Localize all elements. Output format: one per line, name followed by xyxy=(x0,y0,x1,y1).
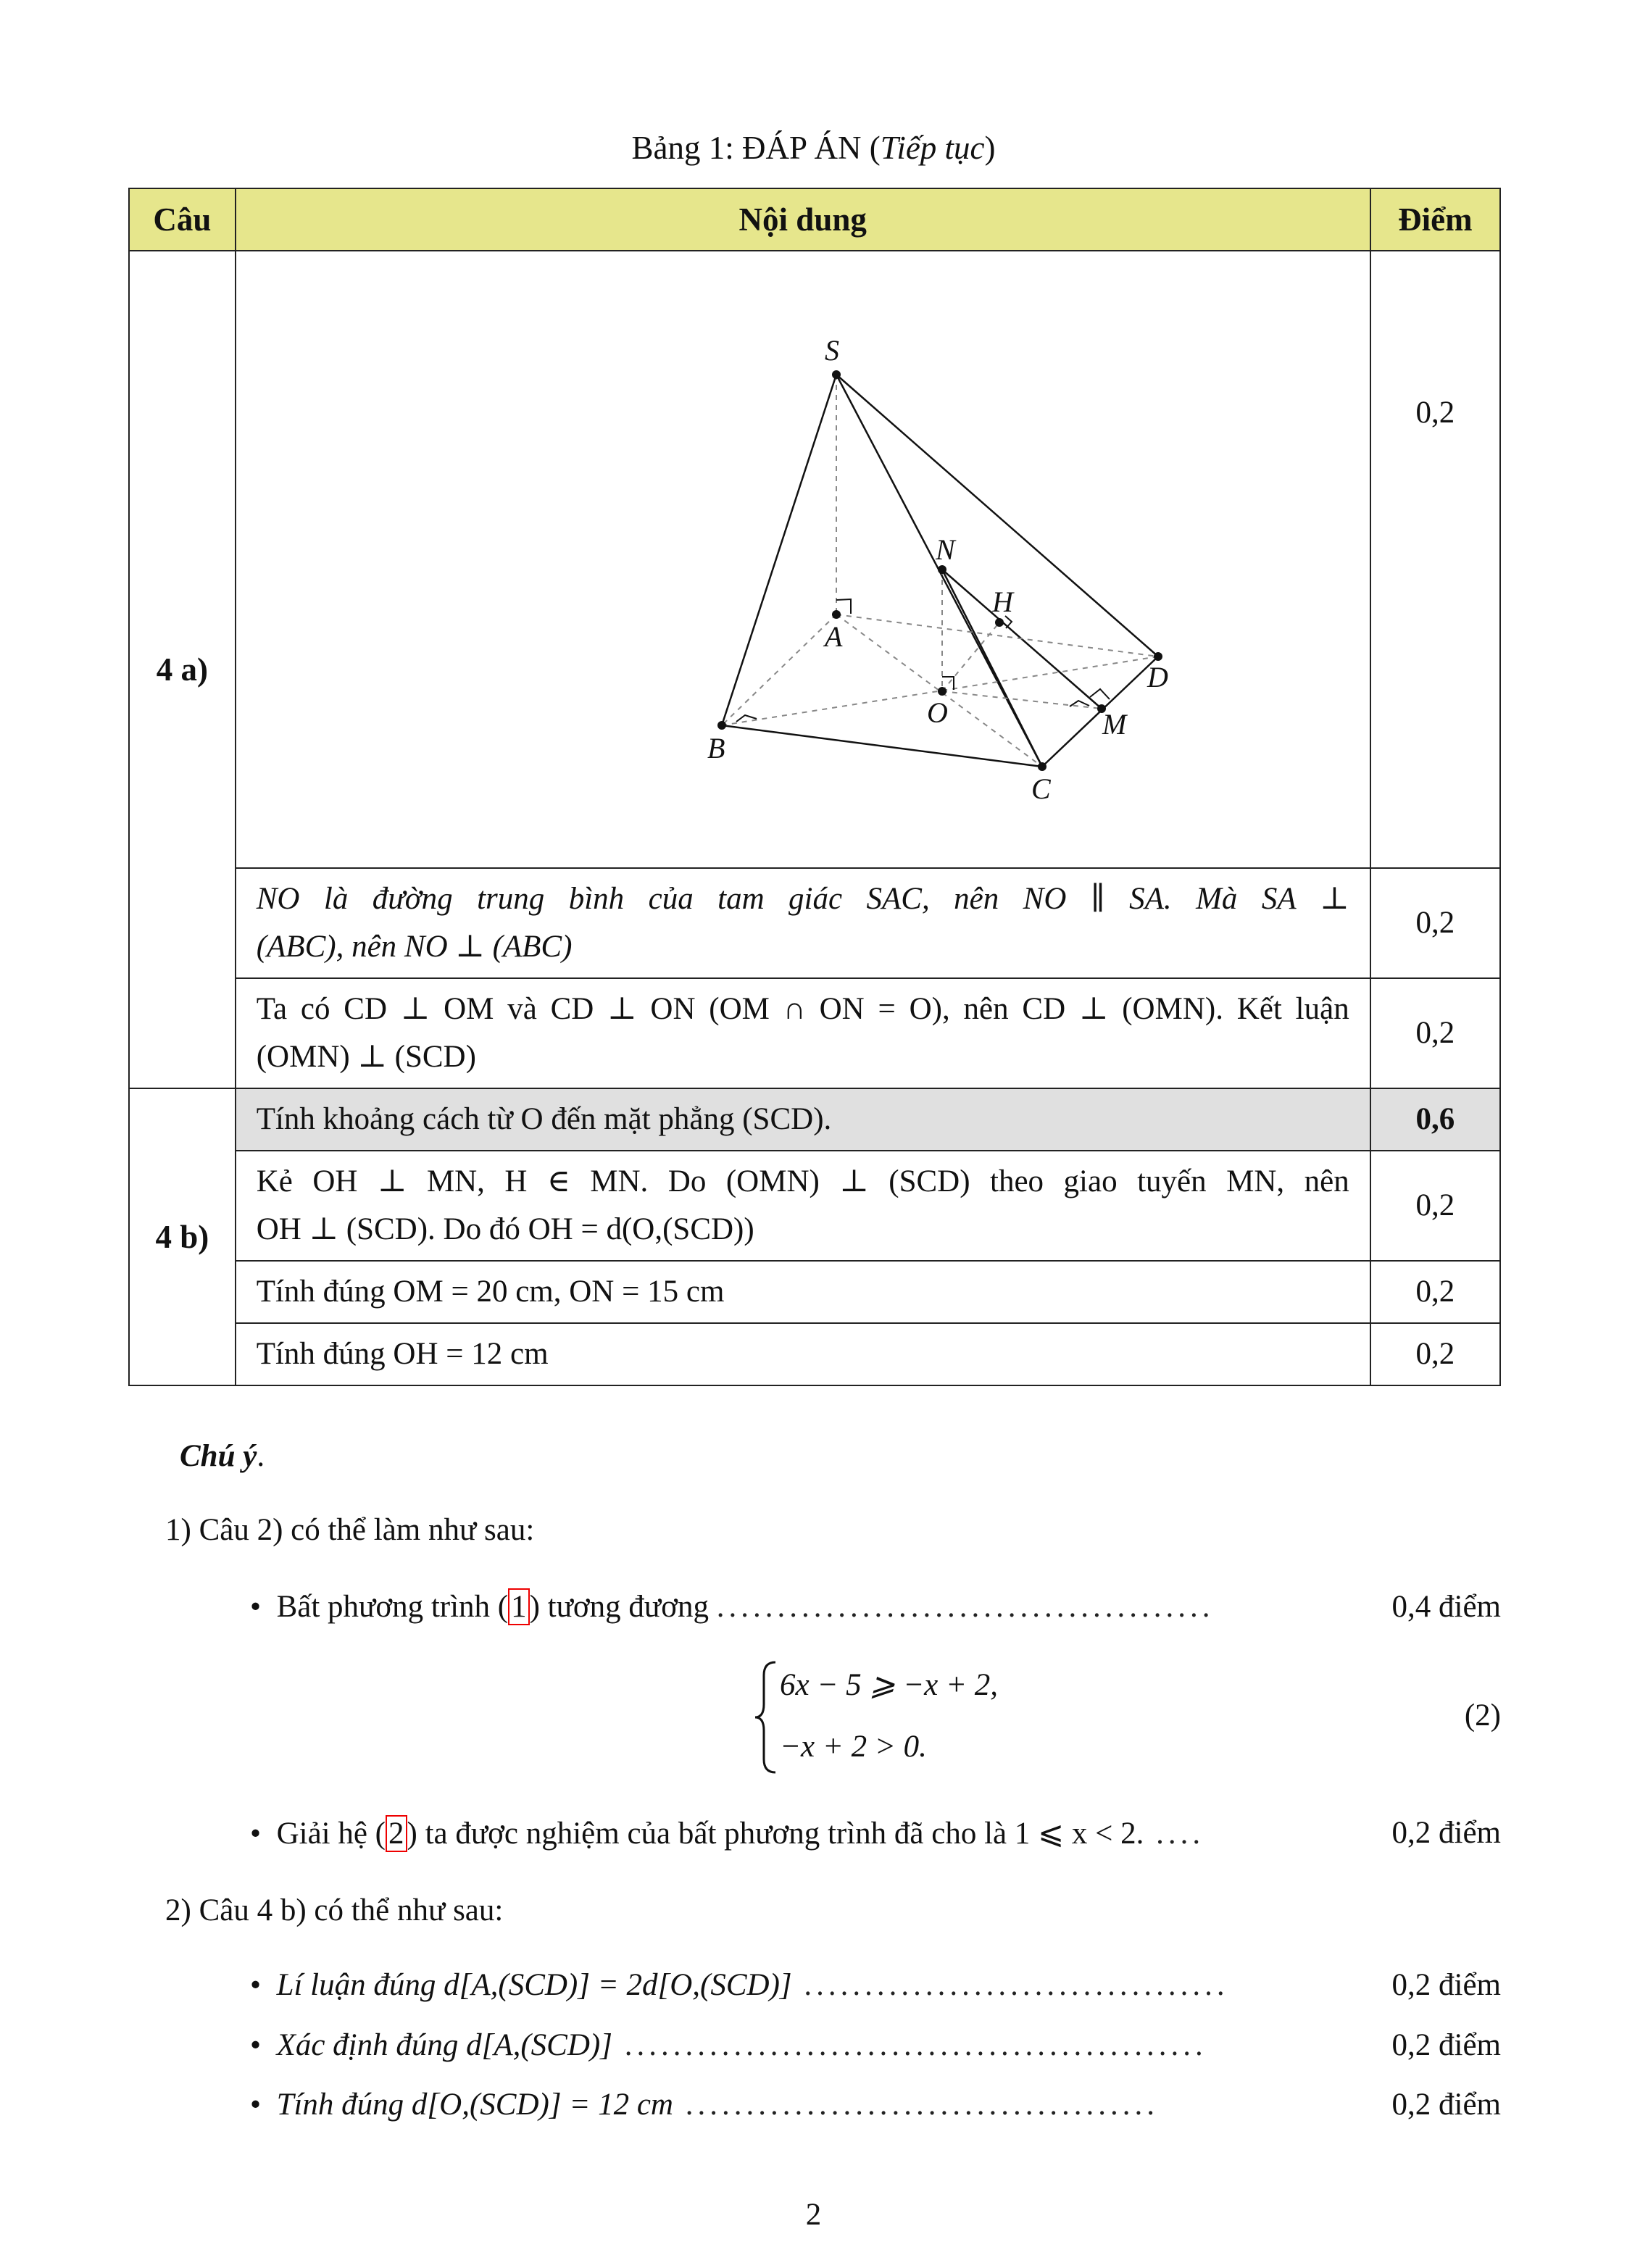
notes-item2: 2) Câu 4 b) có thể như sau: xyxy=(165,1893,504,1927)
question-label-4a: 4 a) xyxy=(129,251,236,1088)
label-a: A xyxy=(824,620,843,653)
header-content: Nội dung xyxy=(236,188,1370,251)
notes-item1: 1) Câu 2) có thể làm như sau: xyxy=(165,1513,535,1547)
q4b-row1-line2: OH ⊥ (SCD). Do đó OH = d(O,(SCD)) xyxy=(256,1212,754,1246)
figure-cell xyxy=(236,251,1370,868)
notes-bullet4: • Xác định đúng d[A,(SCD)] ................................................ 0,2 điểm xyxy=(250,2028,1501,2062)
system-eq1: 6x − 5 ⩾ −x + 2, xyxy=(780,1668,998,1702)
q4a-row1-line1: NO là đường trung bình của tam giác SAC, nên NO ∥ SA. Mà SA ⊥ xyxy=(256,882,1349,916)
table-caption: Bảng 1: ĐÁP ÁN (Tiếp tục) xyxy=(631,130,996,166)
label-c: C xyxy=(1031,772,1051,805)
q4b-head-content: Tính khoảng cách từ O đến mặt phẳng (SCD). xyxy=(236,1088,1370,1151)
label-n: N xyxy=(935,533,955,566)
label-b: B xyxy=(707,732,725,764)
system-eq2: −x + 2 > 0. xyxy=(780,1730,927,1764)
table-row xyxy=(129,251,1500,868)
pyramid-figure xyxy=(236,251,1370,867)
q4a-row1-points: 0,2 xyxy=(1370,868,1500,978)
question-label-4b: 4 b) xyxy=(129,1088,236,1385)
notes-title: Chú ý. xyxy=(180,1439,265,1473)
table-row xyxy=(129,1088,1500,1151)
notes-bullet1: • Bất phương trình (1) tương đương ......................................... 0,4 điểm xyxy=(250,1590,1501,1624)
answer-table xyxy=(128,188,1501,1386)
table-row xyxy=(129,1151,1500,1261)
q4a-row2-line1: Ta có CD ⊥ OM và CD ⊥ ON (OM ∩ ON = O), nên CD ⊥ (OMN). Kết luận xyxy=(256,992,1349,1026)
q4b-row3-points: 0,2 xyxy=(1370,1323,1500,1385)
label-s: S xyxy=(824,334,839,367)
table-header-row xyxy=(129,188,1500,251)
table-row xyxy=(129,868,1500,978)
table-row xyxy=(129,1261,1500,1323)
notes-bullet2: • Giải hệ (2) ta được nghiệm của bất phương trình đã cho là 1 ⩽ x < 2. .... 0,2 điểm xyxy=(250,1816,1501,1851)
q4b-row1-points: 0,2 xyxy=(1370,1151,1500,1261)
system-tag: (2) xyxy=(1464,1698,1501,1733)
notes-bullet3: • Lí luận đúng d[A,(SCD)] = 2d[O,(SCD)] ................................... 0,2 điểm xyxy=(250,1968,1501,2002)
q4a-row1-content xyxy=(236,868,1370,978)
table-row xyxy=(129,1323,1500,1385)
q4a-row2-line2: (OMN) ⊥ (SCD) xyxy=(256,1040,476,1074)
notes-bullet5: • Tính đúng d[O,(SCD)] = 12 cm ....................................... 0,2 điểm xyxy=(250,2088,1501,2122)
figure-points: 0,2 xyxy=(1370,251,1500,868)
label-h: H xyxy=(991,585,1013,618)
system-brace xyxy=(754,1659,783,1775)
q4b-row1-content xyxy=(236,1151,1370,1261)
q4b-row3-content: Tính đúng OH = 12 cm xyxy=(236,1323,1370,1385)
label-d: D xyxy=(1147,661,1168,693)
label-o: O xyxy=(926,696,948,729)
page-number: 2 xyxy=(805,2198,822,2232)
table-row xyxy=(129,978,1500,1088)
q4b-row1-line1: Kẻ OH ⊥ MN, H ∈ MN. Do (OMN) ⊥ (SCD) theo giao tuyến MN, nên xyxy=(256,1164,1349,1198)
q4a-row1-line2: (ABC), nên NO ⊥ (ABC) xyxy=(256,930,573,964)
header-points: Điểm xyxy=(1370,188,1500,251)
q4b-head-points: 0,6 xyxy=(1370,1088,1500,1151)
edge-sb xyxy=(722,375,836,725)
label-m: M xyxy=(1102,708,1127,741)
header-question: Câu xyxy=(129,188,236,251)
q4b-row2-points: 0,2 xyxy=(1370,1261,1500,1323)
q4a-row2-points: 0,2 xyxy=(1370,978,1500,1088)
q4b-row2-content: Tính đúng OM = 20 cm, ON = 15 cm xyxy=(236,1261,1370,1323)
q4a-row2-content xyxy=(236,978,1370,1088)
